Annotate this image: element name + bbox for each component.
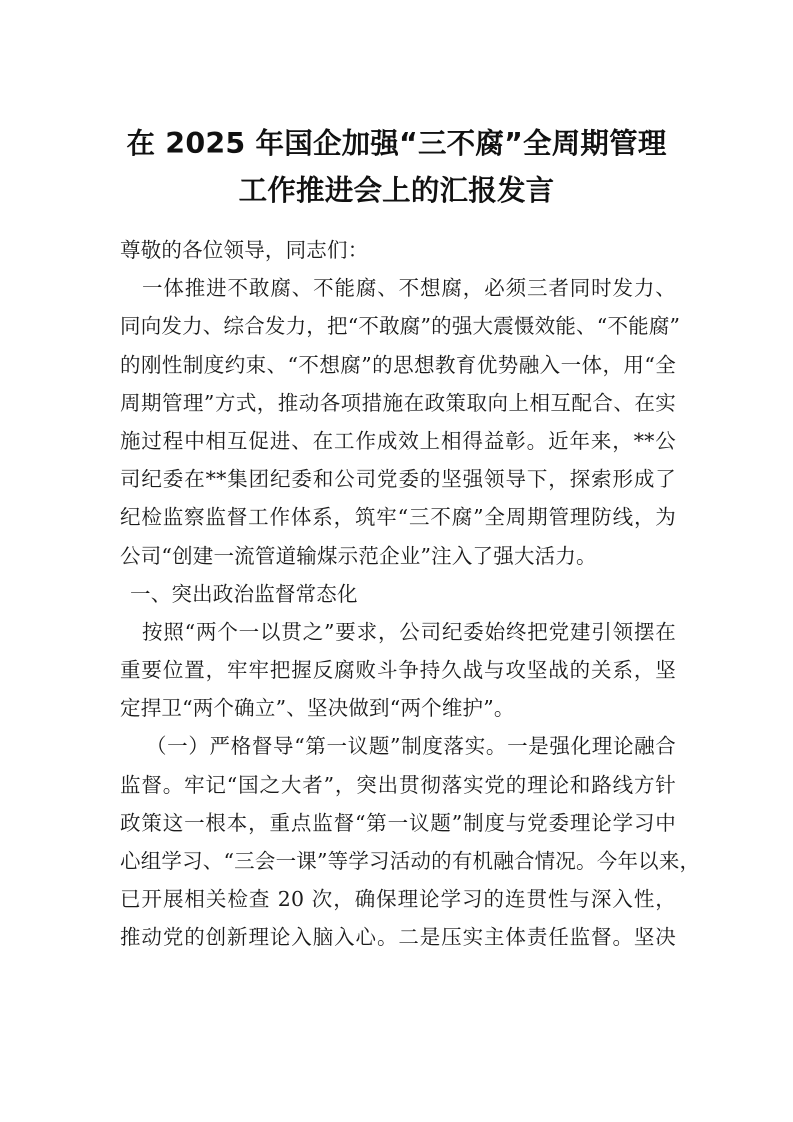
document-title-line-2: 工作推进会上的汇报发言 (238, 174, 555, 207)
paragraph-3-line-5: 已开展相关检查 20 次，确保理论学习的连贯性与深入性， (120, 887, 676, 912)
paragraph-3-line-2: 监督。牢记“国之大者”，突出贯彻落实党的理论和路线方针 (120, 772, 676, 797)
paragraph-1-line-4: 周期管理”方式，推动各项措施在政策取向上相互配合、在实 (120, 390, 676, 415)
paragraph-1-line-3: 的刚性制度约束、“不想腐”的思想教育优势融入一体，用“全 (120, 352, 676, 377)
paragraph-1-line-5: 施过程中相互促进、在工作成效上相得益彰。近年来，**公 (120, 428, 676, 453)
paragraph-3-line-1: （一）严格督导“第一议题”制度落实。一是强化理论融合 (146, 734, 676, 759)
paragraph-2-line-1: 按照“两个一以贯之”要求，公司纪委始终把党建引领摆在 (142, 619, 676, 644)
document-title-line-1: 在 2025 年国企加强“三不腐”全周期管理 (126, 127, 667, 160)
section-heading-1: 一、突出政治监督常态化 (130, 581, 358, 606)
paragraph-2-line-3: 定捍卫“两个确立”、坚决做到“两个维护”。 (120, 696, 515, 721)
paragraph-2-line-2: 重要位置，牢牢把握反腐败斗争持久战与攻坚战的关系，坚 (120, 658, 676, 683)
document-body (120, 231, 701, 957)
salutation-line: 尊敬的各位领导，同志们： (120, 238, 369, 262)
paragraph-1-line-1: 一体推进不敢腐、不能腐、不想腐，必须三者同时发力、 (142, 276, 676, 301)
paragraph-3-line-6: 推动党的创新理论入脑入心。二是压实主体责任监督。坚决 (120, 925, 676, 950)
paragraph-1-line-6: 司纪委在**集团纪委和公司党委的坚强领导下，探索形成了 (120, 467, 676, 492)
paragraph-3-line-3: 政策这一根本，重点监督“第一议题”制度与党委理论学习中 (120, 810, 676, 835)
paragraph-3-line-4: 心组学习、“三会一课”等学习活动的有机融合情况。今年以来， (120, 849, 701, 873)
paragraph-1-line-7: 纪检监察监督工作体系，筑牢“三不腐”全周期管理防线，为 (120, 505, 676, 530)
paragraph-1-line-8: 公司“创建一流管道输煤示范企业”注入了强大活力。 (120, 543, 597, 568)
paragraph-1-line-2: 同向发力、综合发力，把“不敢腐”的强大震慑效能、“不能腐” (120, 314, 681, 339)
